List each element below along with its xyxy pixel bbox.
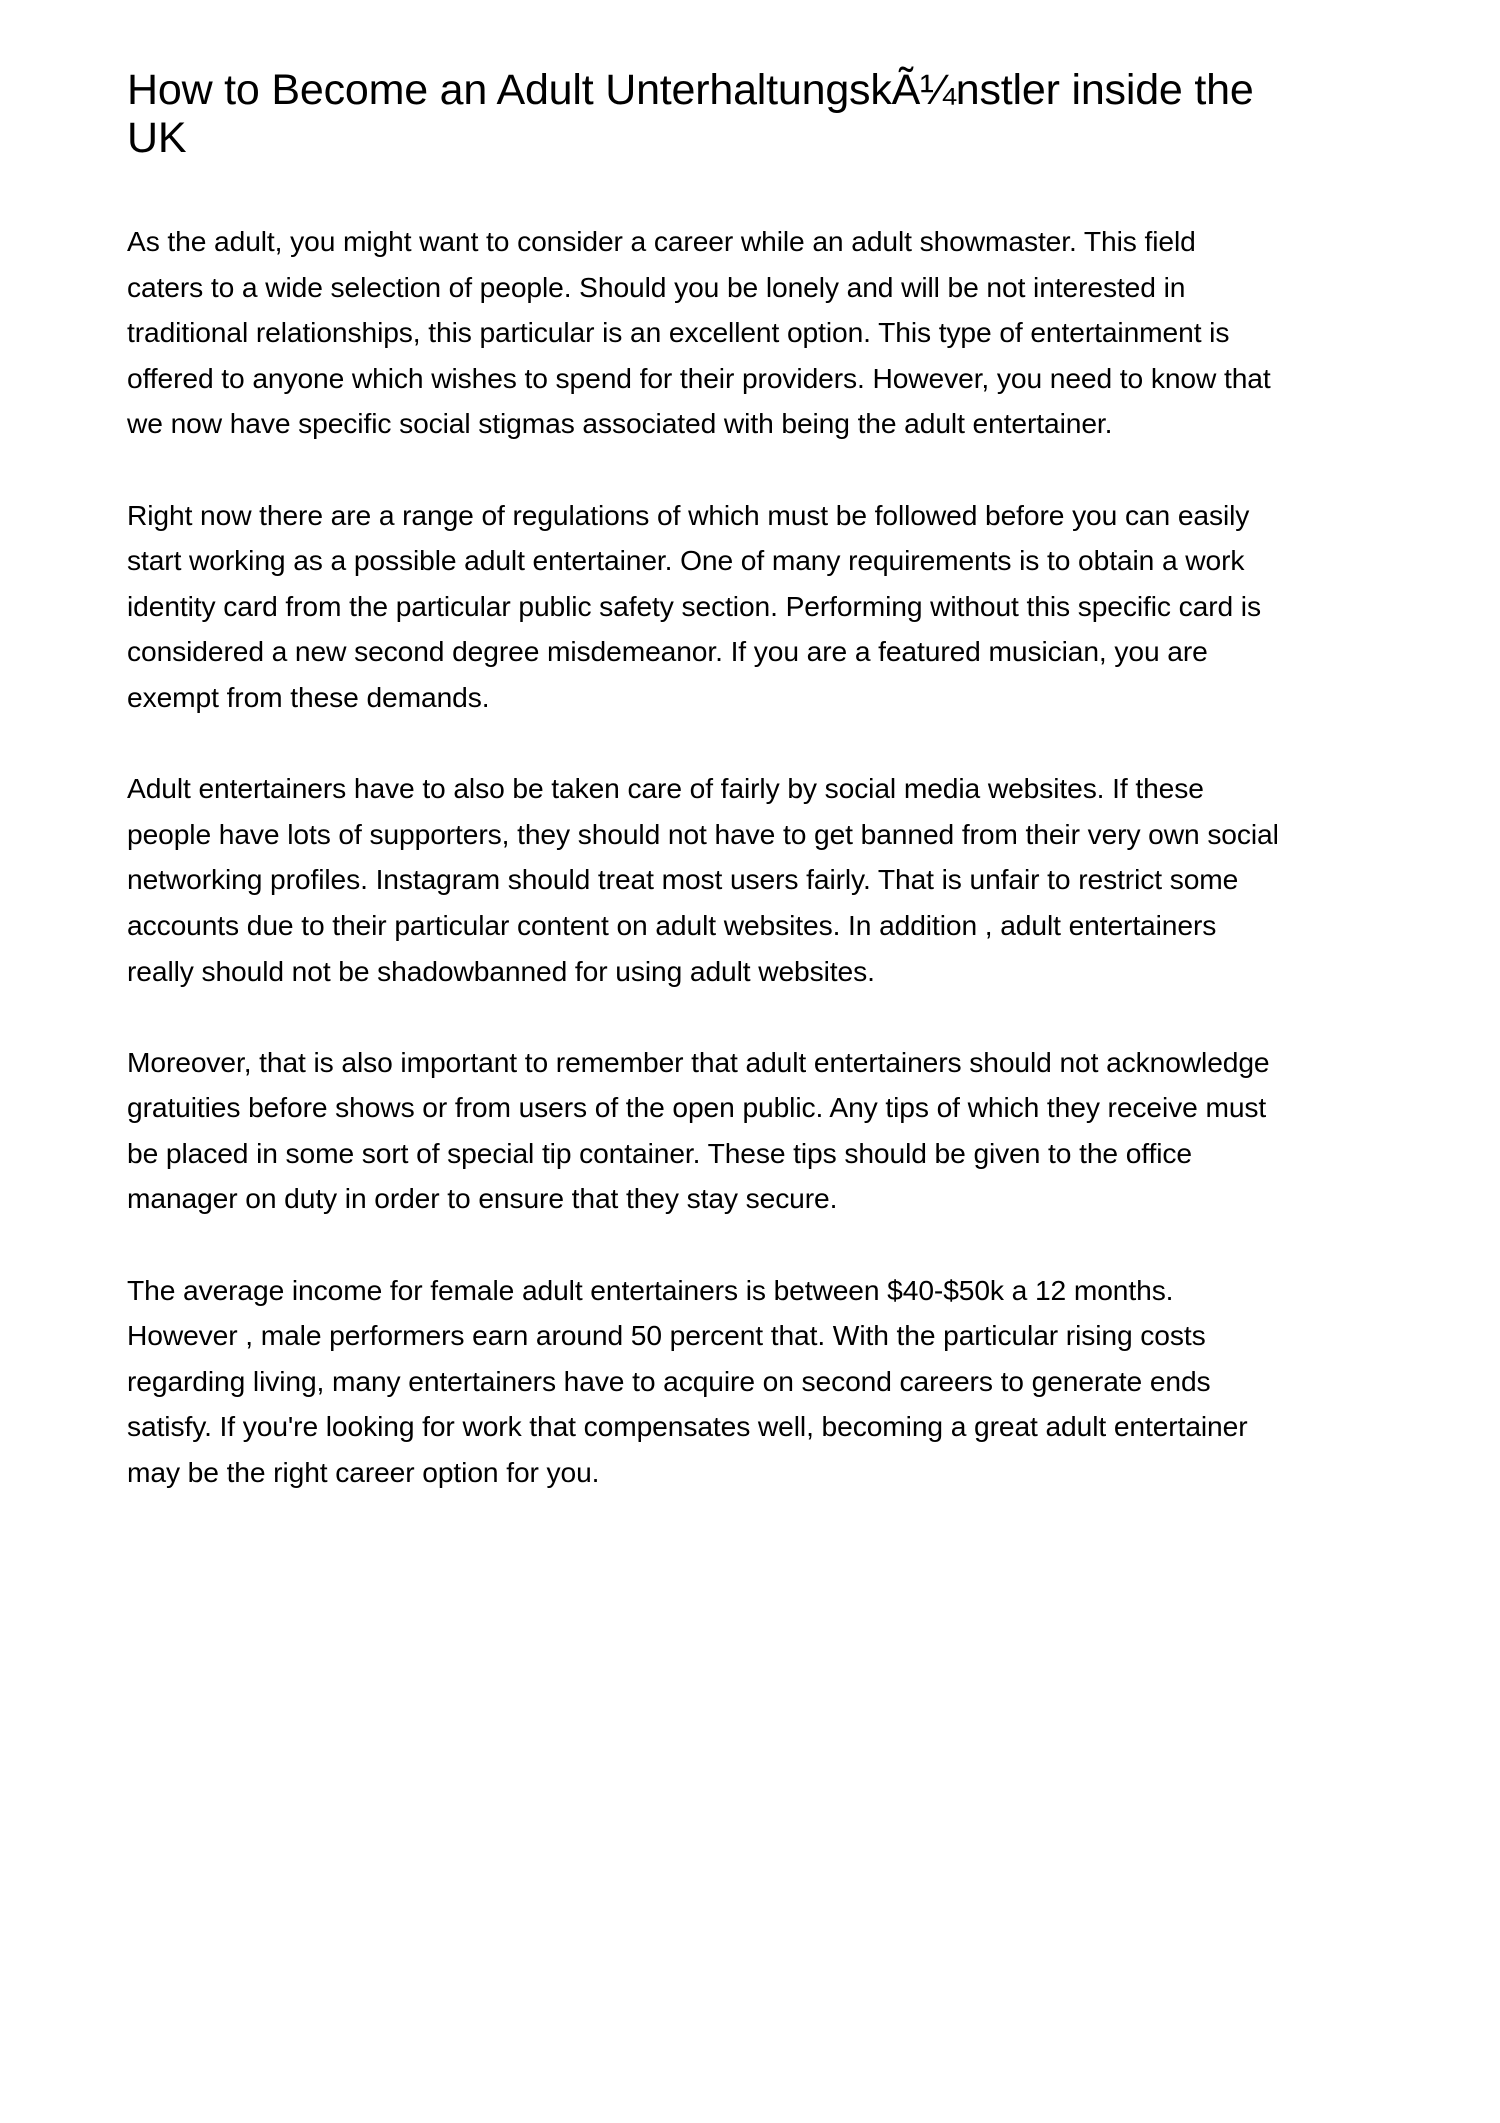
text-line: be placed in some sort of special tip container. These tips should be given to the office xyxy=(127,1136,1192,1169)
text-line: exempt from these demands. xyxy=(127,680,490,713)
paragraph-regulations xyxy=(127,493,1397,721)
text-line: really should not be shadowbanned for using adult websites. xyxy=(127,954,875,987)
text-line: identity card from the particular public safety section. Performing without this specific card is xyxy=(127,589,1261,622)
text-line: we now have specific social stigmas associated with being the adult entertainer. xyxy=(127,407,1113,440)
text-line: Adult entertainers have to also be taken care of fairly by social media websites. If these xyxy=(127,772,1204,805)
paragraph-gratuities xyxy=(127,1040,1397,1222)
text-line: satisfy. If you're looking for work that compensates well, becoming a great adult entertainer xyxy=(127,1410,1248,1443)
paragraph-intro xyxy=(127,219,1397,447)
text-line: accounts due to their particular content on adult websites. In addition , adult entertainers xyxy=(127,908,1217,941)
title-line: UK xyxy=(127,114,187,162)
text-line: networking profiles. Instagram should treat most users fairly. That is unfair to restrict some xyxy=(127,863,1239,896)
text-line: regarding living, many entertainers have to acquire on second careers to generate ends xyxy=(127,1364,1211,1397)
text-line: As the adult, you might want to consider a career while an adult showmaster. This field xyxy=(127,225,1196,257)
text-line: manager on duty in order to ensure that they stay secure. xyxy=(127,1182,838,1215)
title-line: How to Become an Adult UnterhaltungskÃ¼nstler inside the xyxy=(127,66,1254,114)
document-title xyxy=(127,66,1397,162)
text-line: traditional relationships, this particular is an excellent option. This type of entertainment is xyxy=(127,316,1230,349)
text-line: offered to anyone which wishes to spend for their providers. However, you need to know that xyxy=(127,361,1271,394)
text-line: Right now there are a range of regulations of which must be followed before you can easily xyxy=(127,498,1250,531)
paragraph-income xyxy=(127,1268,1397,1496)
text-line: caters to a wide selection of people. Should you be lonely and will be not interested in xyxy=(127,270,1186,303)
text-line: The average income for female adult entertainers is between $40-$50k a 12 months. xyxy=(127,1273,1174,1306)
text-line: people have lots of supporters, they should not have to get banned from their very own social xyxy=(127,817,1279,850)
text-line: Moreover, that is also important to remember that adult entertainers should not acknowledge xyxy=(127,1045,1270,1078)
paragraph-social-media xyxy=(127,766,1397,994)
text-line: start working as a possible adult entertainer. One of many requirements is to obtain a work xyxy=(127,544,1245,577)
document-page xyxy=(127,66,1397,1541)
text-line: considered a new second degree misdemeanor. If you are a featured musician, you are xyxy=(127,635,1208,668)
text-line: However , male performers earn around 50 percent that. With the particular rising costs xyxy=(127,1319,1206,1352)
text-line: may be the right career option for you. xyxy=(127,1456,600,1489)
text-line: gratuities before shows or from users of the open public. Any tips of which they receive must xyxy=(127,1091,1267,1124)
